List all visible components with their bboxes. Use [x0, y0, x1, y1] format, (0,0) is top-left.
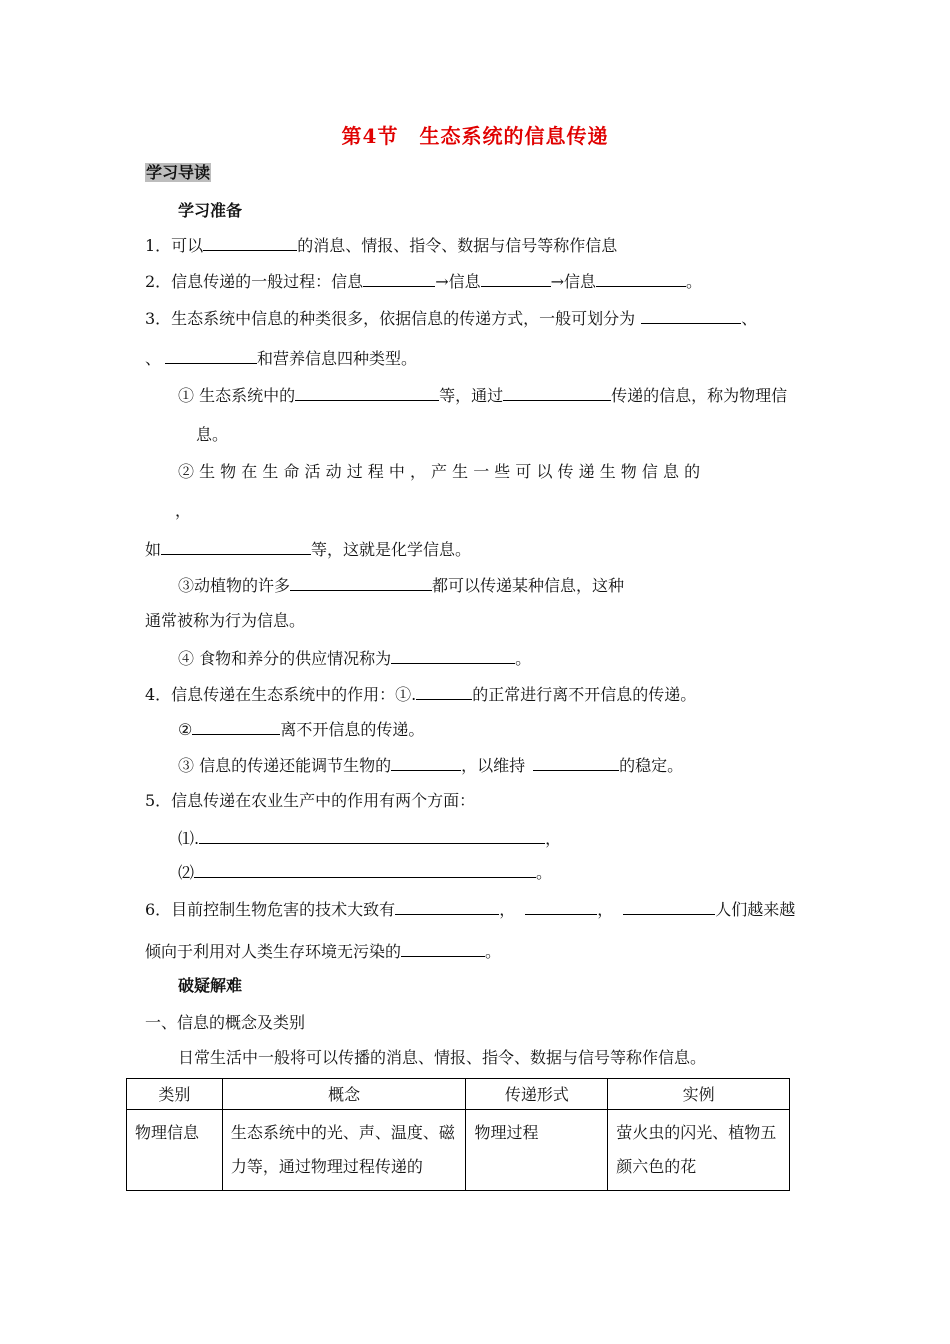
question-3-1-cont: 息。 [196, 425, 229, 444]
table-cell: 物理信息 [127, 1110, 223, 1191]
question-3-4: ④ 食物和养分的供应情况称为 。 [178, 649, 532, 668]
question-3-cont: 、 和营养信息四种类型。 [145, 349, 418, 368]
blank[interactable] [290, 575, 432, 591]
question-3-2-cont: 如 等，这就是化学信息。 [145, 540, 472, 559]
section-1-heading: 一、信息的概念及类别 [145, 1013, 306, 1032]
blank[interactable] [525, 899, 597, 915]
question-3-2: ② 生 物 在 生 命 活 动 过 程 中 ， 产 生 一 些 可 以 传 递 生 物 信 息 的 [178, 462, 701, 481]
table-cell: 生态系统中的光、声、温度、磁力等，通过物理过程传递的 [222, 1110, 466, 1191]
page-title: 第4节 生态系统的信息传递 [341, 124, 609, 148]
question-3-3-cont: 通常被称为行为信息。 [145, 611, 306, 630]
question-4: 4．信息传递在生态系统中的作用：①. 的正常进行离不开信息的传递。 [145, 685, 697, 704]
blank[interactable] [623, 899, 715, 915]
table-header-row [127, 1079, 790, 1110]
question-5-1: ⑴. ， [178, 829, 562, 848]
question-3-3: ③动植物的许多 都可以传递某种信息，这种 [178, 576, 625, 595]
section-1-text: 日常生活中一般将可以传播的消息、情报、指令、数据与信号等称作信息。 [178, 1048, 707, 1067]
table-header-cell: 类别 [127, 1079, 223, 1110]
blank[interactable] [363, 271, 435, 287]
question-5: 5．信息传递在农业生产中的作用有两个方面： [145, 791, 476, 810]
table-cell: 物理过程 [466, 1110, 608, 1191]
blank[interactable] [391, 755, 461, 771]
question-3-1: ① 生态系统中的 等，通过 传递的信息，称为物理信 [178, 386, 788, 405]
question-6: 6．目前控制生物危害的技术大致有 ， ， 人们越来越 [145, 900, 796, 919]
blank[interactable] [194, 862, 536, 878]
question-6-cont: 倾向于利用对人类生存环境无污染的 。 [145, 942, 502, 961]
blank[interactable] [481, 271, 551, 287]
blank[interactable] [641, 308, 741, 324]
blank[interactable] [395, 899, 499, 915]
blank[interactable] [503, 385, 611, 401]
table-header-cell: 概念 [222, 1079, 466, 1110]
blank[interactable] [165, 348, 257, 364]
blank[interactable] [416, 684, 472, 700]
section-label-guide: 学习导读 [146, 163, 211, 182]
blank[interactable] [391, 648, 515, 664]
question-3: 3．生态系统中信息的种类很多，依据信息的传递方式，一般可划分为 、 [145, 309, 758, 328]
blank[interactable] [533, 755, 619, 771]
table-row [127, 1110, 790, 1191]
question-5-2: ⑵ 。 [178, 863, 553, 882]
heading-difficulty: 破疑解难 [178, 976, 243, 995]
question-4-3: ③ 信息的传递还能调节生物的 ，以维持 的稳定。 [178, 756, 684, 775]
table-header-cell: 传递形式 [466, 1079, 608, 1110]
info-table [126, 1078, 790, 1191]
question-4-2: ② 离不开信息的传递。 [178, 720, 425, 739]
blank[interactable] [192, 719, 280, 735]
blank[interactable] [596, 271, 686, 287]
blank[interactable] [161, 539, 311, 555]
question-1: 1．可以 的消息、情报、指令、数据与信号等称作信息 [145, 236, 618, 255]
blank[interactable] [295, 385, 439, 401]
blank[interactable] [199, 828, 545, 844]
blank[interactable] [401, 941, 485, 957]
question-3-2-comma: ， [175, 501, 192, 520]
heading-prep: 学习准备 [178, 201, 243, 220]
table-cell: 萤火虫的闪光、植物五颜六色的花 [608, 1110, 790, 1191]
blank[interactable] [203, 235, 297, 251]
question-2: 2．信息传递的一般过程：信息 →信息 →信息 。 [145, 272, 703, 291]
table-header-cell: 实例 [608, 1079, 790, 1110]
